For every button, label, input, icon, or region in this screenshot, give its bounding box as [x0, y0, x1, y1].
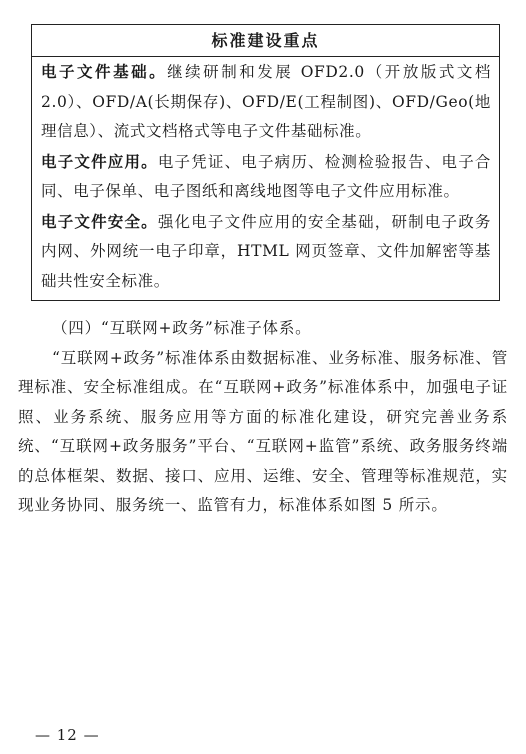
box-item-text: 电子凭证、电子病历、检测检验报告、电子合同、电子保单、电子图纸和离线地图等电子文件应用标准。	[41, 152, 491, 200]
page-number: — 12 —	[35, 726, 100, 744]
box-item-application	[41, 147, 491, 207]
box-item-foundation	[41, 57, 491, 147]
box-body	[32, 57, 499, 296]
box-item-security	[41, 207, 491, 297]
box-item-label: 电子文件基础。	[41, 62, 168, 81]
box-title: 标准建设重点	[32, 25, 499, 57]
section-paragraph: “互联网+政务”标准体系由数据标准、业务标准、服务标准、管理标准、安全标准组成。在“互联网+政务”标准体系中，加强电子证照、业务系统、服务应用等方面的标准化建设，研究完善业务系统、“互联网+政务服务”平台、“互联网+监管”系统、政务服务终端的总体框架、数据、接口、应用、运维、安全、管理等标准规范，实现业务协同、服务统一、监管有力，标准体系如图 5 所示。	[18, 348, 508, 514]
main-text	[18, 314, 508, 521]
box-item-text: 继续研制和发展 OFD2.0（开放版式文档 2.0）、OFD/A(长期保存)、OFD/E(工程制图)、OFD/Geo(地理信息）、流式文档格式等电子文件基础标准。	[41, 63, 491, 140]
box-item-label: 电子文件应用。	[41, 151, 158, 171]
box-item-label: 电子文件安全。	[41, 211, 158, 231]
section-heading: （四）“互联网+政务”标准子体系。	[52, 319, 312, 337]
box-item-text: 强化电子文件应用的安全基础，研制电子政务内网、外网统一电子印章，HTML 网页签章、文件加解密等基础共性安全标准。	[41, 212, 491, 290]
key-points-box	[31, 24, 500, 301]
